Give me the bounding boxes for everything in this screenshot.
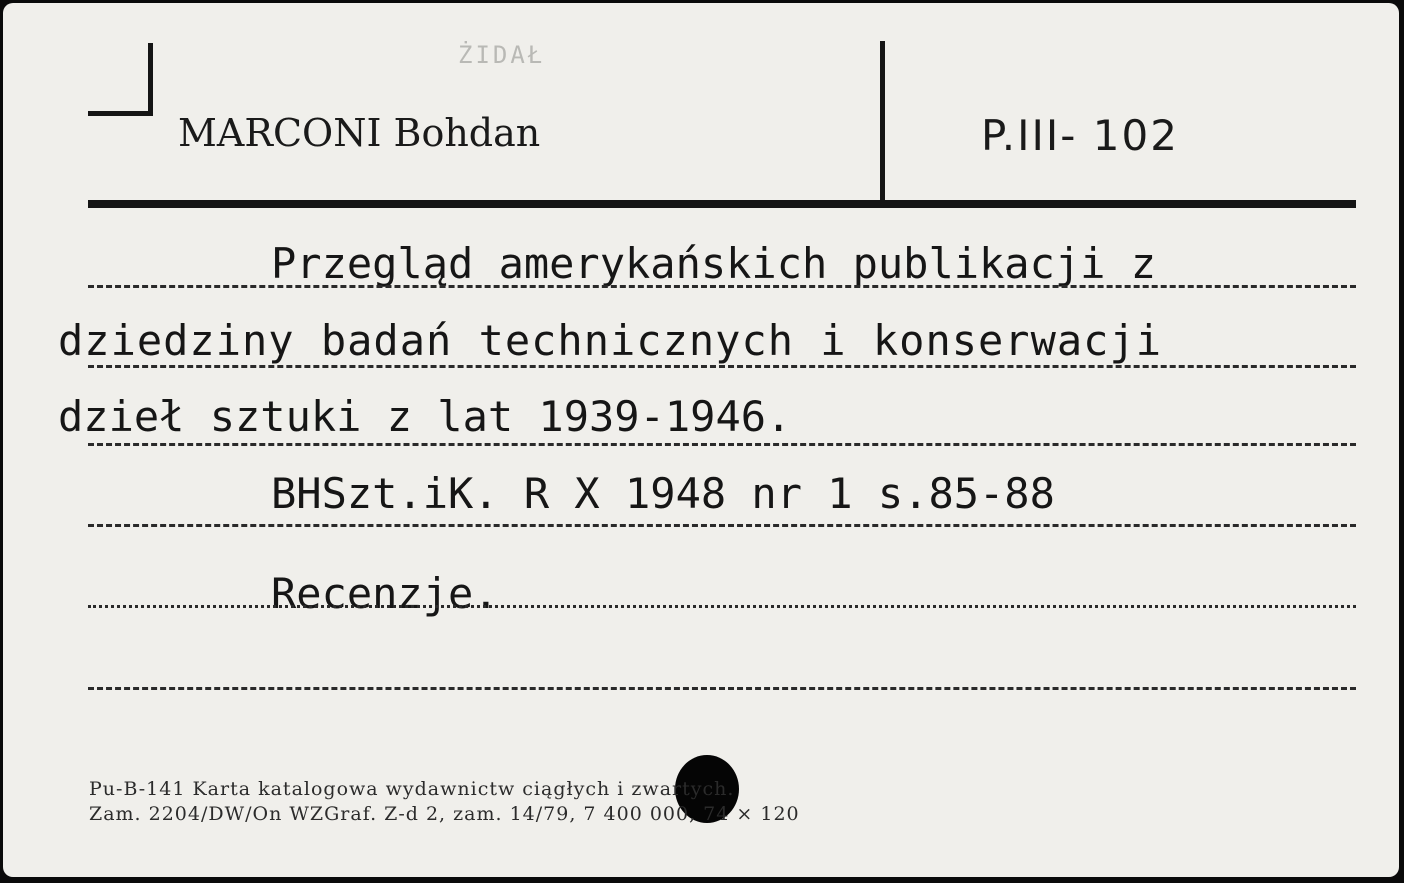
title-line-2: dziedziny badań technicznych i konserwacji: [58, 316, 1163, 365]
shelfmark: P.III- 102: [981, 111, 1179, 160]
corner-mark: [148, 43, 153, 115]
header-divider: [880, 41, 885, 201]
note-text: Recenzje.: [271, 569, 499, 618]
ruled-line-4: [88, 524, 1356, 527]
ruled-line-5: [88, 605, 1356, 608]
source-citation: BHSzt.iK. R X 1948 nr 1 s.85-88: [271, 469, 1055, 518]
header-rule: [88, 200, 1356, 208]
ruled-line-3: [88, 443, 1356, 446]
footer-line-1: Pu-B-141 Karta katalogowa wydawnictw ciągłych i zwartych.: [89, 778, 735, 800]
faint-stamp-text: ŻIDAŁ: [458, 41, 546, 69]
corner-mark-base: [88, 111, 153, 116]
ruled-line-6: [88, 687, 1356, 690]
ruled-line-1: [88, 285, 1356, 288]
author-name: MARCONI Bohdan: [178, 111, 541, 155]
ruled-line-2: [88, 365, 1356, 368]
catalog-card: [3, 3, 1399, 877]
title-line-3: dzieł sztuki z lat 1939-1946.: [58, 392, 792, 441]
title-line-1: Przegląd amerykańskich publikacji z: [271, 239, 1157, 288]
footer-line-2: Zam. 2204/DW/On WZGraf. Z-d 2, zam. 14/79, 7 400 000, 74 × 120: [89, 803, 800, 825]
